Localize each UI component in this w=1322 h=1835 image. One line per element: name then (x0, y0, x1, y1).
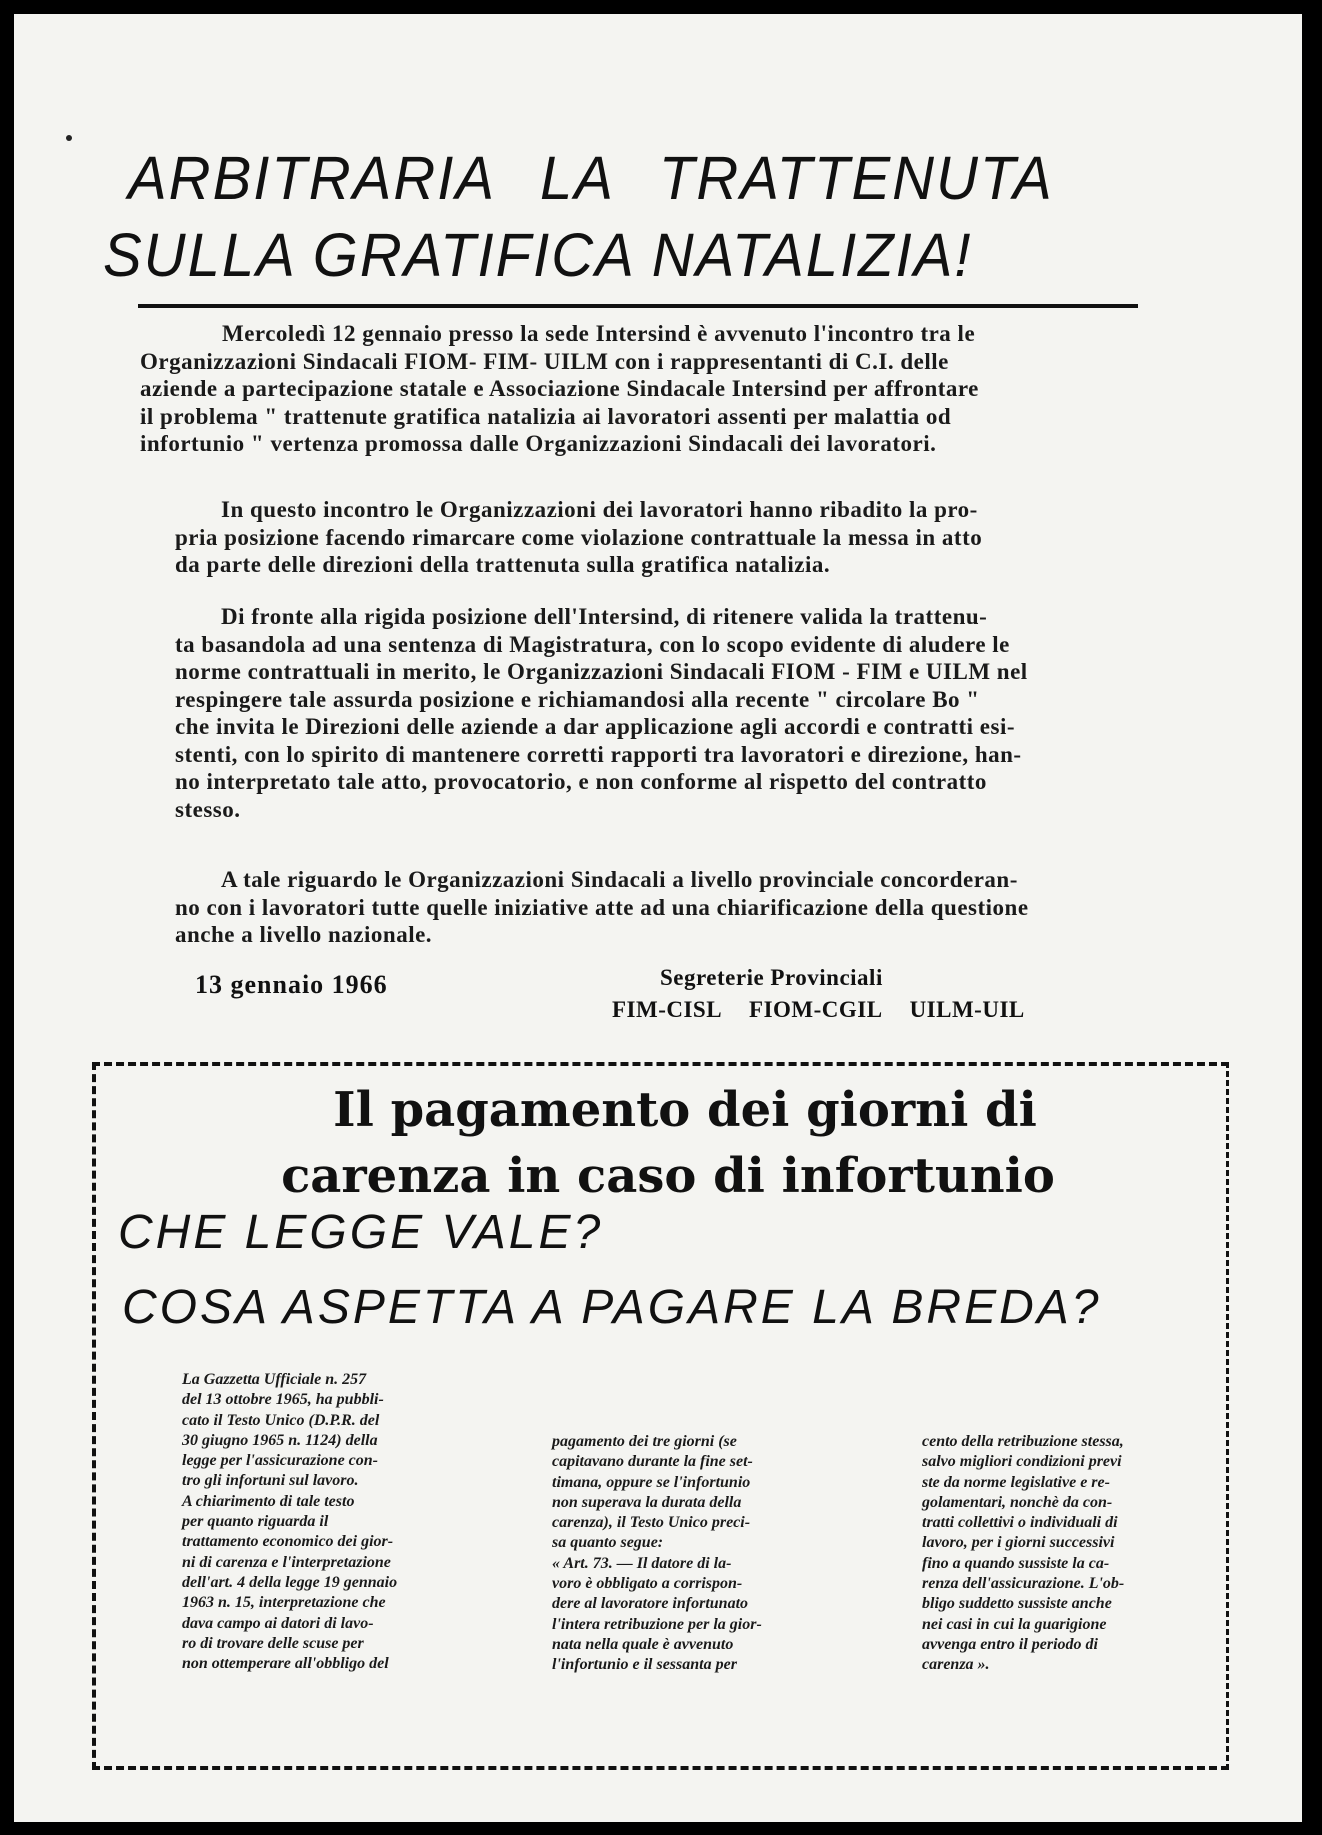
text-line: Di fronte alla rigida posizione dell'Intersind, di ritenere valida la trattenu- (221, 604, 988, 629)
text-line: lavoro, per i giorni successivi (922, 1534, 1115, 1552)
text-line: nata nella quale è avvenuto (552, 1635, 734, 1653)
paragraph-3 (175, 603, 1175, 823)
text-line: legge per l'assicurazione con- (182, 1452, 378, 1470)
text-line: sa quanto segue: (552, 1534, 664, 1552)
text-line: no con i lavoratori tutte quelle iniziative atte ad una chiarificazione della questione (175, 894, 1029, 920)
text-line: ta basandola ad una sentenza di Magistratura, con lo scopo evidente di aludere le (175, 631, 1010, 657)
text-line: capitavano durante la fine set- (552, 1453, 753, 1471)
signature-unions: FIM-CISL FIOM-CGIL UILM-UIL (612, 997, 1025, 1022)
text-line: avvenga entro il periodo di (922, 1635, 1098, 1653)
box-question-1: CHE LEGGE VALE? (118, 1206, 604, 1259)
paragraph-1 (140, 320, 1140, 458)
paragraph-4 (175, 866, 1175, 949)
text-line: salvo migliori condizioni previ (922, 1453, 1122, 1471)
text-line: che invita le Direzioni delle aziende a dar applicazione agli accordi e contratti esi- (175, 714, 1015, 739)
text-line: da parte delle direzioni della trattenuta sulla gratifica natalizia. (175, 552, 831, 577)
text-line: A tale riguardo le Organizzazioni Sindacali a livello provinciale concorderan- (221, 867, 1018, 892)
text-line: non ottemperare all'obbligo del (182, 1655, 389, 1673)
text-line: anche a livello nazionale. (175, 922, 433, 947)
text-line: La Gazzetta Ufficiale n. 257 (182, 1371, 367, 1388)
text-line: infortunio " vertenza promossa dalle Organizzazioni Sindacali dei lavoratori. (140, 431, 937, 456)
text-line: bligo suddetto sussiste anche (922, 1595, 1112, 1613)
text-line: cento della retribuzione stessa, (922, 1433, 1124, 1450)
text-line: 1963 n. 15, interpretazione che (182, 1594, 386, 1612)
text-line: cato il Testo Unico (D.P.R. del (182, 1411, 380, 1429)
text-line: del 13 ottobre 1965, ha pubbli- (182, 1391, 384, 1409)
box-question-2: COSA ASPETTA A PAGARE LA BREDA? (122, 1281, 1102, 1334)
text-line: norme contrattuali in merito, le Organizzazioni Sindacali FIOM - FIM e UILM nel (175, 659, 1028, 684)
clipping-column-1 (182, 1370, 462, 1674)
text-line: dere al lavoratore infortunato (552, 1595, 749, 1613)
text-line: il problema " trattenute gratifica natalizia ai lavoratori assenti per malattia od (140, 403, 952, 429)
headline-line-2: SULLA GRATIFICA NATALIZIA! (103, 221, 973, 290)
text-line: per quanto riguarda il (182, 1513, 329, 1531)
text-line: fino a quando sussiste la ca- (922, 1554, 1110, 1572)
text-line: ste da norme legislative e re- (922, 1473, 1110, 1491)
margin-dot (66, 135, 72, 141)
text-line: no interpretato tale atto, provocatorio, e non conforme al rispetto del contratto (175, 769, 987, 794)
paragraph-2 (175, 496, 1175, 579)
text-line: voro è obbligato a corrispon- (552, 1575, 743, 1593)
box-title-line-2: carenza in caso di infortunio (281, 1148, 1055, 1204)
text-line: timana, oppure se l'infortunio (552, 1473, 751, 1491)
headline-rule (138, 304, 1138, 308)
text-line: stenti, con lo spirito di mantenere corretti rapporti tra lavoratori e direzione, han- (175, 741, 1022, 767)
clipping-column-2 (552, 1432, 842, 1676)
text-line: carenza), il Testo Unico preci- (552, 1514, 751, 1532)
text-line: renza dell'assicurazione. L'ob- (922, 1575, 1125, 1593)
text-line: A chiarimento di tale testo (182, 1492, 355, 1510)
text-line: nei casi in cui la guarigione (922, 1615, 1107, 1633)
text-line: In questo incontro le Organizzazioni dei lavoratori hanno ribadito la pro- (221, 497, 978, 522)
text-line: trattamento economico dei gior- (182, 1533, 394, 1551)
text-line: carenza ». (922, 1656, 990, 1674)
text-line: pagamento dei tre giorni (se (552, 1433, 737, 1450)
text-line: pria posizione facendo rimarcare come violazione contrattuale la messa in atto (175, 524, 983, 550)
clipping-column-3 (922, 1432, 1212, 1676)
text-line: dava campo ai datori di lavo- (182, 1614, 374, 1632)
signature-title: Segreterie Provinciali (660, 965, 883, 990)
box-title-line-1: Il pagamento dei giorni di (333, 1082, 1037, 1138)
text-line: stesso. (175, 796, 241, 822)
text-line: « Art. 73. — Il datore di la- (552, 1554, 732, 1572)
headline-line-1: ARBITRARIA LA TRATTENUTA (128, 144, 1054, 213)
text-line: respingere tale assurda posizione e richiamandosi alla recente " circolare Bo " (175, 686, 980, 712)
text-line: golamentari, nonchè da con- (922, 1493, 1113, 1511)
text-line: non superava la durata della (552, 1493, 742, 1511)
text-line: Mercoledì 12 gennaio presso la sede Intersind è avvenuto l'incontro tra le (222, 321, 976, 346)
text-line: 30 giugno 1965 n. 1124) della (182, 1431, 378, 1449)
text-line: Organizzazioni Sindacali FIOM- FIM- UILM con i rappresentanti di C.I. delle (140, 348, 949, 374)
signature-block (612, 962, 1082, 1026)
text-line: aziende a partecipazione statale e Associazione Sindacale Intersind per affrontare (140, 376, 979, 401)
text-line: l'intera retribuzione per la gior- (552, 1615, 762, 1633)
text-line: dell'art. 4 della legge 19 gennaio (182, 1573, 398, 1591)
text-line: tro gli infortuni sul lavoro. (182, 1472, 359, 1490)
text-line: l'infortunio e il sessanta per (552, 1656, 737, 1674)
document-date: 13 gennaio 1966 (195, 970, 388, 999)
text-line: ni di carenza e l'interpretazione (182, 1553, 391, 1571)
text-line: ro di trovare delle scuse per (182, 1634, 364, 1652)
page-edge (1302, 0, 1322, 1835)
text-line: tratti collettivi o individuali di (922, 1514, 1118, 1532)
